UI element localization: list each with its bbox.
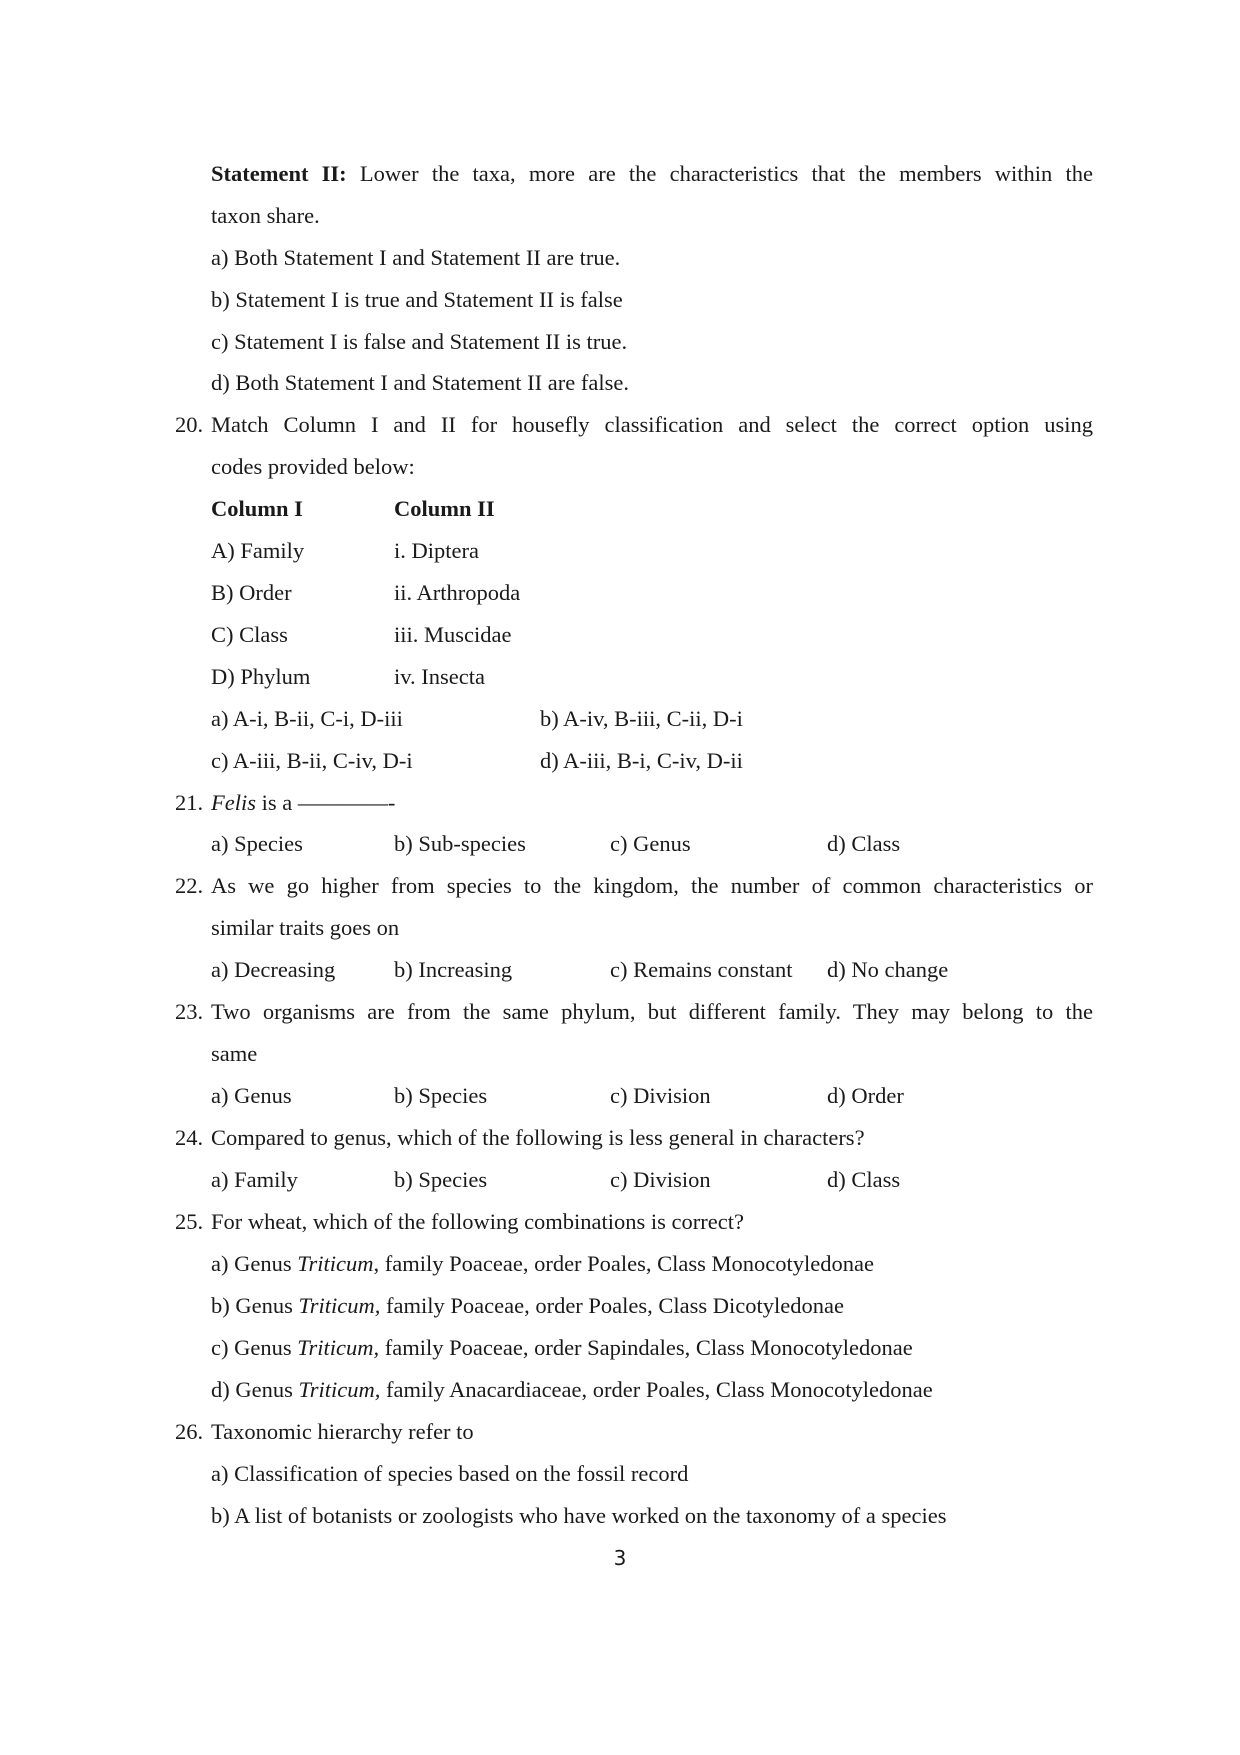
q21-option-b: b) Sub-species — [394, 831, 526, 856]
q22-text-line2: similar traits goes on — [211, 915, 400, 940]
match-left-c: C) Class — [211, 622, 288, 647]
statement-2-text-cont: taxon share. — [211, 203, 320, 228]
match-right-i: i. Diptera — [394, 538, 479, 563]
q26-number: 26. — [175, 1419, 204, 1444]
q22-option-a: a) Decreasing — [211, 957, 336, 982]
match-right-ii: ii. Arthropoda — [394, 580, 521, 605]
q21-option-c: c) Genus — [610, 831, 691, 856]
q22-number: 22. — [175, 873, 204, 898]
match-right-iv: iv. Insecta — [394, 664, 485, 689]
q25-option-b-genus: Triticum, — [298, 1293, 381, 1318]
q25-option-d-genus: Triticum, — [298, 1377, 381, 1402]
q22-option-b: b) Increasing — [394, 957, 513, 982]
q20-option-d: d) A-iii, B-i, C-iv, D-ii — [540, 748, 743, 773]
q25-option-d — [211, 1375, 933, 1405]
q24-option-b: b) Species — [394, 1167, 488, 1192]
statement-2-label: Statement II: — [211, 161, 347, 186]
q24-number: 24. — [175, 1125, 204, 1150]
statement-2-line — [211, 159, 1093, 189]
q23-option-a: a) Genus — [211, 1083, 292, 1108]
statement-2-text: Lower the taxa, more are the characteristics that the members within the — [346, 161, 1093, 186]
q24-option-c: c) Division — [610, 1167, 711, 1192]
q25-option-c — [211, 1333, 913, 1363]
q26-text: Taxonomic hierarchy refer to — [211, 1419, 474, 1444]
q22-text-line1: As we go higher from species to the kingdom, the number of common characteristics or — [211, 873, 1093, 898]
q22-option-c: c) Remains constant — [610, 957, 793, 982]
q24-text: Compared to genus, which of the following is less general in characters? — [211, 1125, 865, 1150]
q20-option-b: b) A-iv, B-iii, C-ii, D-i — [540, 706, 743, 731]
q20-text-line1: Match Column I and II for housefly classification and select the correct option using — [211, 412, 1093, 437]
match-left-b: B) Order — [211, 580, 292, 605]
q25-option-c-post: family Poaceae, order Sapindales, Class Monocotyledonae — [379, 1335, 913, 1360]
q19-option-c: c) Statement I is false and Statement II is true. — [211, 329, 628, 354]
q25-option-c-genus: Triticum, — [297, 1335, 380, 1360]
q25-option-c-pre: c) Genus — [211, 1335, 298, 1360]
q23-number: 23. — [175, 999, 204, 1024]
q21-text-rest: is a ————- — [256, 790, 396, 815]
page-number: 3 — [613, 1546, 627, 1570]
q20-option-c: c) A-iii, B-ii, C-iv, D-i — [211, 748, 413, 773]
q21-option-d: d) Class — [827, 831, 901, 856]
q21-genus-name: Felis — [211, 790, 256, 815]
q20-option-a: a) A-i, B-ii, C-i, D-iii — [211, 706, 403, 731]
q23-option-d: d) Order — [827, 1083, 904, 1108]
q26-option-a: a) Classification of species based on the fossil record — [211, 1461, 689, 1486]
match-right-iii: iii. Muscidae — [394, 622, 512, 647]
q25-option-b-pre: b) Genus — [211, 1293, 299, 1318]
q25-option-d-pre: d) Genus — [211, 1377, 299, 1402]
q25-option-a-post: , family Poaceae, order Poales, Class Monocotyledonae — [373, 1251, 874, 1276]
q26-option-b: b) A list of botanists or zoologists who have worked on the taxonomy of a species — [211, 1503, 947, 1528]
q24-option-a: a) Family — [211, 1167, 298, 1192]
column-1-header: Column I — [211, 496, 303, 521]
q19-option-b: b) Statement I is true and Statement II is false — [211, 287, 623, 312]
q25-text: For wheat, which of the following combinations is correct? — [211, 1209, 744, 1234]
q19-option-a: a) Both Statement I and Statement II are true. — [211, 245, 621, 270]
q19-option-d: d) Both Statement I and Statement II are false. — [211, 370, 629, 395]
q25-option-a-genus: Triticum — [297, 1251, 374, 1276]
q23-text-line2: same — [211, 1041, 258, 1066]
q23-option-b: b) Species — [394, 1083, 488, 1108]
q25-option-b — [211, 1291, 844, 1321]
q20-number: 20. — [175, 412, 204, 437]
q20-text-line2: codes provided below: — [211, 454, 415, 479]
q25-option-b-post: family Poaceae, order Poales, Class Dicotyledonae — [380, 1293, 844, 1318]
q24-option-d: d) Class — [827, 1167, 901, 1192]
q23-text-line1: Two organisms are from the same phylum, but different family. They may belong to the — [211, 999, 1093, 1024]
column-2-header: Column II — [394, 496, 495, 521]
match-left-d: D) Phylum — [211, 664, 311, 689]
q25-number: 25. — [175, 1209, 204, 1234]
q21-option-a: a) Species — [211, 831, 303, 856]
q23-option-c: c) Division — [610, 1083, 711, 1108]
match-left-a: A) Family — [211, 538, 305, 563]
q25-option-a — [211, 1249, 874, 1279]
q21-text — [211, 788, 395, 818]
q25-option-d-post: family Anacardiaceae, order Poales, Class Monocotyledonae — [380, 1377, 933, 1402]
q25-option-a-pre: a) Genus — [211, 1251, 298, 1276]
q22-option-d: d) No change — [827, 957, 949, 982]
q21-number: 21. — [175, 790, 204, 815]
